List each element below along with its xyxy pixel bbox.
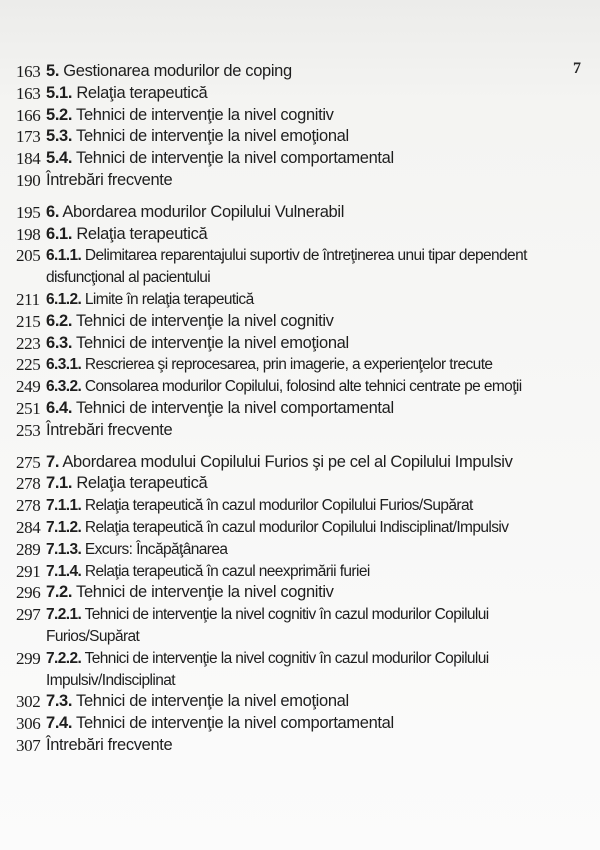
entry-text xyxy=(46,561,576,583)
entry-title: Tehnici de intervenţie la nivel emoţional xyxy=(72,692,349,711)
entry-number: 6.1.2. xyxy=(46,290,82,308)
entry-number: 7.3. xyxy=(46,692,73,711)
entry-page: 278 xyxy=(16,496,41,516)
entry-title: Tehnici de intervenţie la nivel cognitiv în cazul modurilor Copilului Impulsiv/Indisciplinat xyxy=(46,649,489,689)
toc-entry xyxy=(16,202,576,224)
entry-title: Tehnici de intervenţie la nivel emoţional xyxy=(72,127,349,146)
entry-page: 211 xyxy=(16,289,40,309)
toc-entry xyxy=(16,452,576,474)
entry-text xyxy=(46,126,576,148)
toc-entry xyxy=(16,713,576,735)
entry-number: 5.3. xyxy=(46,127,73,146)
entry-number: 7.1.3. xyxy=(46,540,82,558)
entry-text xyxy=(46,604,576,648)
entry-title: Tehnici de intervenţie la nivel cognitiv xyxy=(72,311,334,330)
entry-number: 6.4. xyxy=(46,398,73,417)
entry-title: Tehnici de intervenţie la nivel emoţional xyxy=(72,333,349,352)
toc-section-5 xyxy=(16,61,576,192)
entry-title: Abordarea modurilor Copilului Vulnerabil xyxy=(59,202,345,221)
entry-page: 249 xyxy=(16,377,41,397)
toc-entry xyxy=(16,289,576,311)
entry-page: 163 xyxy=(16,83,41,103)
entry-title: Excurs: Încăpăţânarea xyxy=(81,540,228,558)
toc-entry xyxy=(16,105,576,127)
entry-text xyxy=(46,398,576,420)
entry-page: 166 xyxy=(16,105,41,125)
entry-title: Relaţia terapeutică xyxy=(72,224,208,243)
entry-page: 215 xyxy=(16,311,41,331)
entry-page: 296 xyxy=(16,583,41,603)
toc-entry xyxy=(16,170,576,192)
entry-number: 6.3. xyxy=(46,333,73,352)
toc-entry xyxy=(16,354,576,376)
entry-page: 205 xyxy=(16,246,41,266)
entry-title: Rescrierea şi reprocesarea, prin imagerie, a experienţelor trecute xyxy=(81,356,493,374)
toc-entry xyxy=(16,473,576,495)
entry-title: Tehnici de intervenţie la nivel cognitiv xyxy=(72,105,334,124)
entry-page: 195 xyxy=(16,202,41,222)
entry-page: 284 xyxy=(16,517,41,537)
entry-text xyxy=(46,311,576,333)
entry-page: 278 xyxy=(16,474,41,494)
entry-number: 5. xyxy=(46,62,60,80)
entry-title: Delimitarea reparentajului suportiv de întreţinerea unui tipar dependent disfuncţional al pacientului xyxy=(46,247,527,287)
entry-title: Relaţia terapeutică xyxy=(72,83,208,102)
entry-text xyxy=(46,83,576,105)
entry-number: 6.1. xyxy=(46,224,73,243)
entry-number: 7.2.1. xyxy=(46,606,82,624)
entry-text xyxy=(46,735,576,757)
entry-page: 251 xyxy=(16,398,41,418)
entry-text xyxy=(46,495,576,517)
entry-text xyxy=(46,202,576,224)
entry-number: 7.4. xyxy=(46,714,73,733)
toc-entry xyxy=(16,245,576,289)
entry-page: 307 xyxy=(16,735,41,755)
entry-number: 5.1. xyxy=(46,83,73,102)
entry-text xyxy=(46,61,576,83)
entry-page: 291 xyxy=(16,561,41,581)
entry-title: Tehnici de intervenţie la nivel cognitiv xyxy=(72,583,334,602)
toc-entry xyxy=(16,648,576,692)
entry-page: 306 xyxy=(16,714,41,734)
entry-title: Relaţia terapeutică în cazul neexprimării furiei xyxy=(81,562,370,580)
entry-number: 6.3.1. xyxy=(46,356,82,374)
entry-number: 7.2. xyxy=(46,583,73,602)
toc-entry xyxy=(16,539,576,561)
toc-entry xyxy=(16,604,576,648)
entry-page: 253 xyxy=(16,420,41,440)
toc-entry xyxy=(16,735,576,757)
entry-title: Relaţia terapeutică în cazul modurilor Copilului Indisciplinat/Impulsiv xyxy=(81,518,509,536)
entry-page: 184 xyxy=(16,149,41,169)
entry-text xyxy=(46,333,576,355)
toc-entry xyxy=(16,582,576,604)
entry-number: 6.1.1. xyxy=(46,247,82,265)
entry-page: 190 xyxy=(16,170,41,190)
entry-text xyxy=(46,245,576,289)
entry-title: Tehnici de intervenţie la nivel comportamental xyxy=(72,398,394,417)
toc-entry xyxy=(16,691,576,713)
entry-title: Relaţia terapeutică xyxy=(72,474,208,493)
entry-title: Tehnici de intervenţie la nivel cognitiv în cazul modurilor Copilului Furios/Supărat xyxy=(46,606,489,645)
entry-text xyxy=(46,224,576,246)
entry-title: Abordarea modului Copilului Furios şi pe cel al Copilului Impulsiv xyxy=(59,452,513,471)
entry-text xyxy=(46,170,576,192)
entry-number: 6. xyxy=(46,202,60,221)
toc-entry xyxy=(16,148,576,170)
toc-entry xyxy=(16,517,576,539)
entry-text xyxy=(46,539,576,561)
entry-text xyxy=(46,452,576,474)
entry-title: Întrebări frecvente xyxy=(46,420,173,439)
entry-title: Întrebări frecvente xyxy=(46,170,173,189)
entry-page: 163 xyxy=(16,62,41,81)
toc-entry xyxy=(16,333,576,355)
entry-number: 6.2. xyxy=(46,311,73,330)
entry-title: Gestionarea modurilor de coping xyxy=(59,62,292,80)
entry-title: Consolarea modurilor Copilului, folosind alte tehnici centrate pe emoţii xyxy=(81,378,522,396)
entry-title: Relaţia terapeutică în cazul modurilor Copilului Furios/Supărat xyxy=(81,497,473,515)
entry-text xyxy=(46,473,576,495)
entry-page: 223 xyxy=(16,333,41,353)
entry-number: 7.1.4. xyxy=(46,562,82,580)
entry-page: 225 xyxy=(16,355,41,375)
entry-number: 5.4. xyxy=(46,149,73,168)
entry-number: 7.1.1. xyxy=(46,497,82,515)
entry-page: 289 xyxy=(16,539,41,559)
toc-entry xyxy=(16,376,576,398)
entry-number: 6.3.2. xyxy=(46,378,82,396)
entry-text xyxy=(46,105,576,127)
entry-text xyxy=(46,691,576,713)
entry-page: 297 xyxy=(16,605,41,625)
entry-title: Limite în relaţia terapeutică xyxy=(81,290,254,308)
entry-title: Tehnici de intervenţie la nivel comportamental xyxy=(72,714,394,733)
entry-page: 275 xyxy=(16,452,41,472)
entry-number: 7. xyxy=(46,452,60,471)
entry-page: 198 xyxy=(16,224,41,244)
entry-page: 173 xyxy=(16,127,41,147)
entry-number: 7.1.2. xyxy=(46,518,82,536)
toc-section-7 xyxy=(16,452,576,757)
toc-entry xyxy=(16,224,576,246)
toc-section-6 xyxy=(16,202,576,442)
entry-text xyxy=(46,648,576,692)
entry-text xyxy=(46,376,576,398)
toc-entry xyxy=(16,311,576,333)
toc-entry xyxy=(16,420,576,442)
table-of-contents xyxy=(16,61,576,767)
entry-text xyxy=(46,713,576,735)
toc-entry xyxy=(16,398,576,420)
toc-entry xyxy=(16,126,576,148)
toc-entry xyxy=(16,83,576,105)
entry-title: Întrebări frecvente xyxy=(46,735,173,754)
entry-text xyxy=(46,517,576,539)
entry-text xyxy=(46,354,576,376)
entry-number: 7.2.2. xyxy=(46,649,82,667)
entry-title: Tehnici de intervenţie la nivel comportamental xyxy=(72,149,394,168)
page-number: 7 xyxy=(573,60,581,77)
entry-text xyxy=(46,148,576,170)
entry-text xyxy=(46,289,576,311)
toc-entry xyxy=(16,495,576,517)
entry-number: 5.2. xyxy=(46,105,73,124)
toc-entry xyxy=(16,61,576,83)
entry-number: 7.1. xyxy=(46,474,73,493)
entry-text xyxy=(46,420,576,442)
entry-page: 302 xyxy=(16,692,41,712)
entry-page: 299 xyxy=(16,648,41,668)
toc-entry xyxy=(16,561,576,583)
entry-text xyxy=(46,582,576,604)
